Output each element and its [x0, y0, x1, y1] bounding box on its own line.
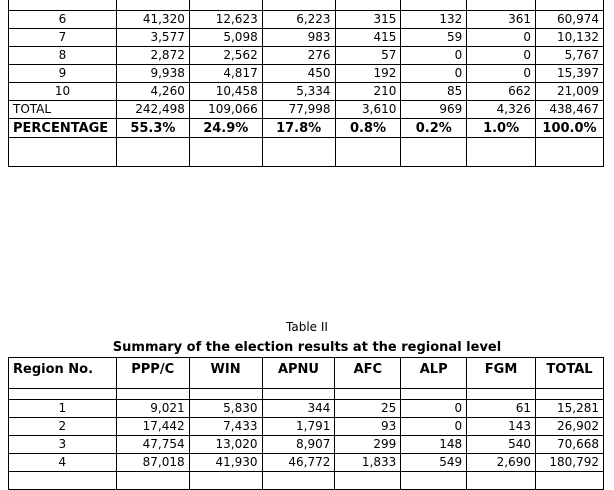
region-cell: 3 [9, 436, 117, 454]
value-cell: 6,223 [262, 11, 335, 29]
value-cell: 361 [467, 11, 536, 29]
total-cell: 77,998 [262, 101, 335, 119]
value-cell: 2,872 [116, 47, 189, 65]
value-cell: 0 [401, 65, 467, 83]
value-cell: 1,791 [262, 418, 335, 436]
value-cell: 143 [467, 418, 536, 436]
column-header: PPP/C [116, 358, 189, 389]
value-cell: 192 [335, 65, 401, 83]
percentage-row [9, 119, 604, 138]
value-cell: 15,397 [536, 65, 604, 83]
value-cell: 5,334 [262, 83, 335, 101]
total-cell: 3,610 [335, 101, 401, 119]
value-cell: 13,020 [189, 436, 262, 454]
spacer-row [9, 389, 604, 400]
region-cell: 1 [9, 400, 117, 418]
value-cell: 0 [401, 400, 467, 418]
column-header: FGM [467, 358, 536, 389]
value-cell: 0 [401, 418, 467, 436]
percentage-cell: 0.2% [401, 119, 467, 138]
region-cell: 2 [9, 418, 117, 436]
regional-results-table-continued [8, 0, 604, 167]
value-cell: 85 [401, 83, 467, 101]
total-cell: 4,326 [467, 101, 536, 119]
region-cell: 10 [9, 83, 117, 101]
value-cell: 41,320 [116, 11, 189, 29]
value-cell: 415 [335, 29, 401, 47]
value-cell: 0 [467, 29, 536, 47]
value-cell: 5,767 [536, 47, 604, 65]
column-header: ALP [401, 358, 467, 389]
table-header-row [9, 358, 604, 389]
value-cell: 17,442 [116, 418, 189, 436]
value-cell: 132 [401, 11, 467, 29]
table-row [9, 418, 604, 436]
value-cell: 0 [401, 47, 467, 65]
region-cell: 4 [9, 454, 117, 472]
value-cell: 5,098 [189, 29, 262, 47]
table-row [9, 47, 604, 65]
value-cell: 210 [335, 83, 401, 101]
total-cell: 109,066 [189, 101, 262, 119]
value-cell: 0 [467, 65, 536, 83]
value-cell: 10,132 [536, 29, 604, 47]
value-cell: 10,458 [189, 83, 262, 101]
table-row [9, 0, 604, 11]
column-header: AFC [335, 358, 401, 389]
value-cell: 5,830 [189, 400, 262, 418]
percentage-label: PERCENTAGE [9, 119, 117, 138]
region-cell: 6 [9, 11, 117, 29]
value-cell: 1,833 [335, 454, 401, 472]
value-cell: 549 [401, 454, 467, 472]
value-cell: 70,668 [535, 436, 603, 454]
table-row [9, 454, 604, 472]
value-cell: 3,577 [116, 29, 189, 47]
column-header: Region No. [9, 358, 117, 389]
percentage-cell: 1.0% [467, 119, 536, 138]
value-cell: 57 [335, 47, 401, 65]
table-row [9, 436, 604, 454]
percentage-cell: 24.9% [189, 119, 262, 138]
value-cell: 983 [262, 29, 335, 47]
region-cell: 7 [9, 29, 117, 47]
value-cell: 4,817 [189, 65, 262, 83]
table-row [9, 400, 604, 418]
value-cell: 2,690 [467, 454, 536, 472]
value-cell: 9,938 [116, 65, 189, 83]
value-cell: 47,754 [116, 436, 189, 454]
column-header: TOTAL [535, 358, 603, 389]
percentage-cell: 17.8% [262, 119, 335, 138]
value-cell: 7,433 [189, 418, 262, 436]
blank-row [9, 138, 604, 167]
value-cell: 9,021 [116, 400, 189, 418]
value-cell: 0 [467, 47, 536, 65]
value-cell: 93 [335, 418, 401, 436]
value-cell: 21,009 [536, 83, 604, 101]
value-cell: 540 [467, 436, 536, 454]
value-cell: 25 [335, 400, 401, 418]
total-cell: 438,467 [536, 101, 604, 119]
percentage-cell: 55.3% [116, 119, 189, 138]
total-cell: 242,498 [116, 101, 189, 119]
value-cell: 299 [335, 436, 401, 454]
value-cell: 662 [467, 83, 536, 101]
value-cell: 8,907 [262, 436, 335, 454]
column-header: APNU [262, 358, 335, 389]
value-cell: 180,792 [535, 454, 603, 472]
value-cell: 4,260 [116, 83, 189, 101]
total-label: TOTAL [9, 101, 117, 119]
value-cell: 46,772 [262, 454, 335, 472]
value-cell: 15,281 [535, 400, 603, 418]
value-cell: 12,623 [189, 11, 262, 29]
table-row [9, 65, 604, 83]
region-cell: 8 [9, 47, 117, 65]
table-row [9, 83, 604, 101]
percentage-cell: 0.8% [335, 119, 401, 138]
total-cell: 969 [401, 101, 467, 119]
value-cell: 41,930 [189, 454, 262, 472]
total-row [9, 101, 604, 119]
value-cell: 87,018 [116, 454, 189, 472]
regional-summary-table [8, 357, 604, 490]
value-cell: 344 [262, 400, 335, 418]
value-cell: 59 [401, 29, 467, 47]
value-cell: 450 [262, 65, 335, 83]
value-cell: 148 [401, 436, 467, 454]
table-caption: Table II [286, 320, 328, 334]
value-cell: 61 [467, 400, 536, 418]
region-cell: 9 [9, 65, 117, 83]
value-cell: 26,902 [535, 418, 603, 436]
value-cell: 276 [262, 47, 335, 65]
table-title: Summary of the election results at the regional level [112, 340, 502, 355]
table-row [9, 29, 604, 47]
percentage-cell: 100.0% [536, 119, 604, 138]
column-header: WIN [189, 358, 262, 389]
value-cell: 60,974 [536, 11, 604, 29]
value-cell: 315 [335, 11, 401, 29]
table-row [9, 472, 604, 490]
value-cell: 2,562 [189, 47, 262, 65]
table-row [9, 11, 604, 29]
